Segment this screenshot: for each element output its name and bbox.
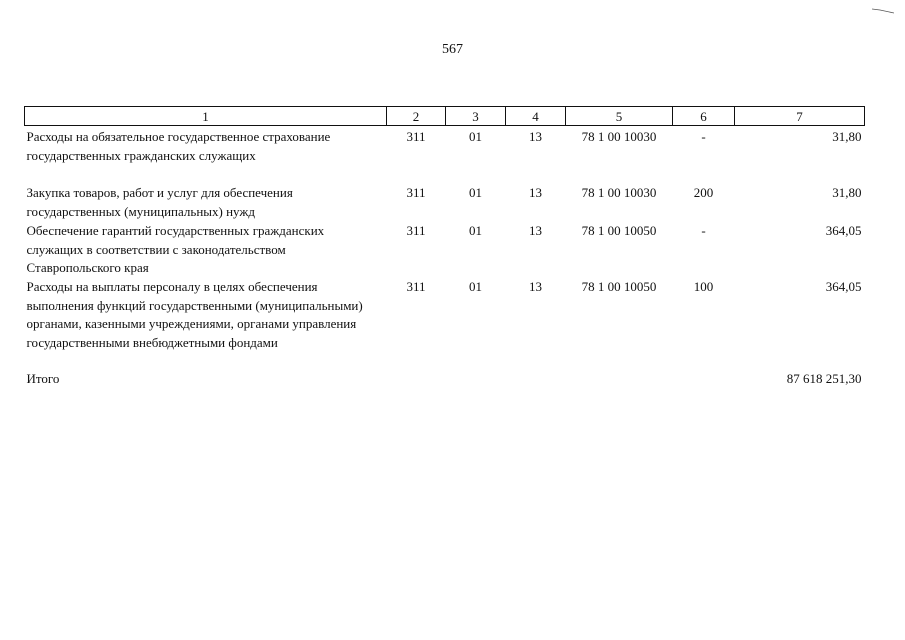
table-row: [25, 126, 865, 185]
row-amount: 364,05: [825, 223, 862, 238]
row-code-6: 200: [693, 185, 714, 200]
column-header-4: 4: [506, 107, 566, 126]
page-number: 567: [442, 42, 463, 57]
row-code-6: 100: [693, 279, 714, 294]
column-header-1: 1: [25, 107, 387, 126]
row-code-5: 78 1 00 10030: [581, 129, 657, 144]
total-amount: 87 618 251,30: [786, 371, 862, 386]
column-header-2: 2: [387, 107, 446, 126]
row-code-3: 01: [469, 129, 482, 144]
budget-table: [24, 106, 865, 390]
row-code-2: 311: [406, 223, 426, 238]
row-code-4: 13: [529, 185, 542, 200]
row-code-4: 13: [529, 279, 542, 294]
table-row: [25, 184, 865, 222]
row-code-6: -: [701, 129, 706, 144]
row-code-5: 78 1 00 10030: [581, 185, 657, 200]
row-code-2: 311: [406, 129, 426, 144]
row-code-2: 311: [406, 279, 426, 294]
row-code-3: 01: [469, 223, 482, 238]
table-row: [25, 222, 865, 278]
row-code-2: 311: [406, 185, 426, 200]
row-code-6: -: [701, 223, 706, 238]
scan-mark: [872, 8, 894, 14]
row-name: Обеспечение гарантий государственных гражданских служащих в соответствии с законодательством Ставропольского края: [26, 223, 325, 275]
column-header-7: 7: [735, 107, 865, 126]
row-amount: 31,80: [832, 129, 862, 144]
row-code-4: 13: [529, 129, 542, 144]
row-name: Расходы на обязательное государственное страхование государственных гражданских служащих: [26, 129, 331, 163]
column-header-5: 5: [566, 107, 673, 126]
row-name: Расходы на выплаты персоналу в целях обеспечения выполнения функций государственными (муниципальными) органами, казенными учреждениями, органами управления государственными внебюджетными фондами: [26, 279, 363, 350]
column-header-6: 6: [673, 107, 735, 126]
row-amount: 364,05: [825, 279, 862, 294]
row-code-3: 01: [469, 279, 482, 294]
header-row: [25, 107, 865, 126]
row-code-3: 01: [469, 185, 482, 200]
total-row: [25, 370, 865, 390]
row-code-5: 78 1 00 10050: [581, 223, 657, 238]
row-amount: 31,80: [832, 185, 862, 200]
row-name: Закупка товаров, работ и услуг для обеспечения государственных (муниципальных) нужд: [26, 185, 293, 219]
row-code-4: 13: [529, 223, 542, 238]
column-header-3: 3: [446, 107, 506, 126]
row-code-5: 78 1 00 10050: [581, 279, 657, 294]
table-row: [25, 278, 865, 370]
total-label: Итого: [26, 371, 60, 386]
